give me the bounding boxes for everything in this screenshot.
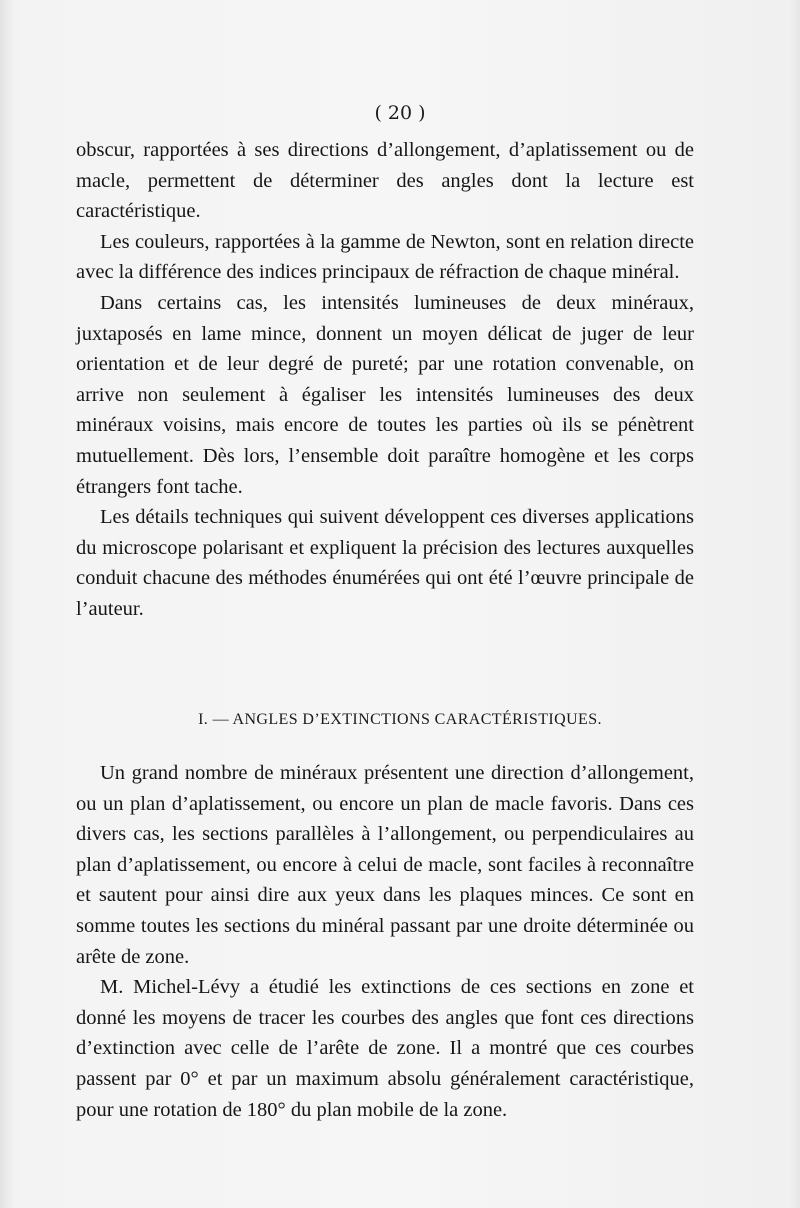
body-text-bottom xyxy=(76,758,694,1125)
paragraph: Les détails techniques qui suivent développent ces diverses applications du microscope polarisant et expliquent la précision des lectures auxquelles conduit chacune des méthodes énumérées qui ont été l’œuvre principale de l’auteur. xyxy=(76,506,694,620)
paragraph: Un grand nombre de minéraux présentent une direction d’allongement, ou un plan d’aplatissement, ou encore un plan de macle favoris. Dans ces divers cas, les sections parallèles à l’allongement, ou perpendiculaires au plan d’aplatissement, ou encore à celui de macle, sont faciles à reconnaître et sautent pour ainsi dire aux yeux dans les plaques minces. Ce sont en somme toutes les sections du minéral passant par une droite déterminée ou arête de zone. xyxy=(76,762,694,968)
body-text-top xyxy=(76,135,694,625)
paragraph: Dans certains cas, les intensités lumineuses de deux minéraux, juxtaposés en lame mince, donnent un moyen délicat de juger de leur orientation et de leur degré de pureté; par une rotation convenable, on arrive non seulement à égaliser les intensités lumineuses des deux minéraux voisins, mais encore de toutes les parties où ils se pénètrent mutuellement. Dès lors, l’ensemble doit paraître homogène et les corps étrangers font tache. xyxy=(76,291,694,498)
paragraph: M. Michel-Lévy a étudié les extinctions de ces sections en zone et donné les moyens de tracer les courbes des angles que font ces directions d’extinction avec celle de l’arête de zone. Il a montré que ces courbes passent par 0° et par un maximum absolu généralement caractéristique, pour une rotation de 180° du plan mobile de la zone. xyxy=(76,976,694,1121)
paragraph: obscur, rapportées à ses directions d’allongement, d’aplatissement ou de macle, permettent de déterminer des angles dont la lecture est caractéristique. xyxy=(76,139,694,223)
section-heading: I. — ANGLES D’EXTINCTIONS CARACTÉRISTIQUES. xyxy=(198,711,602,728)
page-number: ( 20 ) xyxy=(374,102,426,124)
paragraph: Les couleurs, rapportées à la gamme de Newton, sont en relation directe avec la différence des indices principaux de réfraction de chaque minéral. xyxy=(76,230,694,284)
